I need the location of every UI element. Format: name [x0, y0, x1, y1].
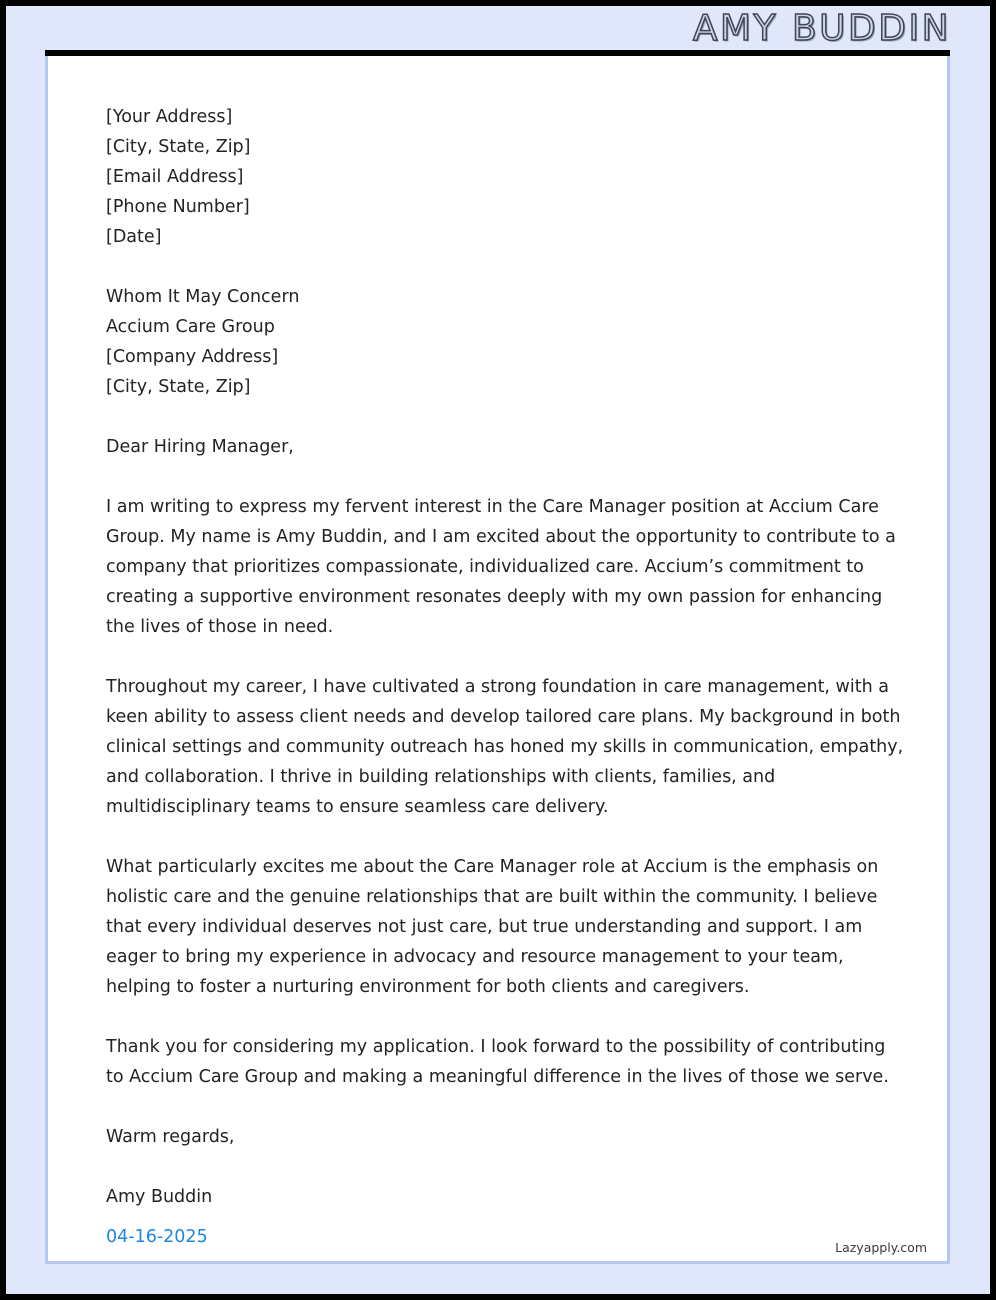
sender-address-line: [Your Address]: [106, 107, 233, 127]
sender-address-line: [City, State, Zip]: [106, 137, 251, 157]
footer-brand: Lazyapply.com: [835, 1240, 927, 1255]
signature-name: Amy Buddin: [106, 1187, 213, 1207]
body-paragraph: I am writing to express my fervent interest in the Care Manager position at Accium Care Group. My name is Amy Buddin, and I am excited about the opportunity to contribute to a company that prioritizes compassionate, individualized care. Accium’s commitment to creating a supportive environment resonates deeply with my own passion for enhancing the lives of those in need.: [106, 497, 896, 637]
document-header: [6, 6, 990, 50]
body-paragraph: Throughout my career, I have cultivated a strong foundation in care management, with a keen ability to assess client needs and develop tailored care plans. My background in both clinical settings and community outreach has honed my skills in communication, empathy, and collaboration. I thrive in building relationships with clients, families, and multidisciplinary teams to ensure seamless care delivery.: [106, 677, 904, 817]
cover-letter-card: [45, 56, 950, 1264]
recipient-address-line: Whom It May Concern: [106, 287, 300, 307]
signature-date: 04-16-2025: [106, 1227, 208, 1247]
recipient-address-line: [City, State, Zip]: [106, 377, 251, 397]
body-paragraph: Thank you for considering my application. I look forward to the possibility of contributing to Accium Care Group and making a meaningful difference in the lives of those we serve.: [106, 1037, 889, 1087]
sender-address-line: [Phone Number]: [106, 197, 250, 217]
body-paragraph: What particularly excites me about the Care Manager role at Accium is the emphasis on holistic care and the genuine relationships that are built within the community. I believe that every individual deserves not just care, but true understanding and support. I am eager to bring my experience in advocacy and resource management to your team, helping to foster a nurturing environment for both clients and caregivers.: [106, 857, 879, 997]
salutation: Dear Hiring Manager,: [106, 437, 294, 457]
sender-address-line: [Email Address]: [106, 167, 244, 187]
closing-salutation: Warm regards,: [106, 1127, 235, 1147]
recipient-address-line: [Company Address]: [106, 347, 279, 367]
sender-address-block: [106, 102, 906, 252]
recipient-address-line: Accium Care Group: [106, 317, 275, 337]
letter-content: [106, 102, 906, 1252]
document-page: [6, 6, 990, 1294]
page-title: AMY BUDDIN: [692, 8, 951, 49]
recipient-address-block: [106, 282, 906, 402]
sender-address-line: [Date]: [106, 227, 162, 247]
